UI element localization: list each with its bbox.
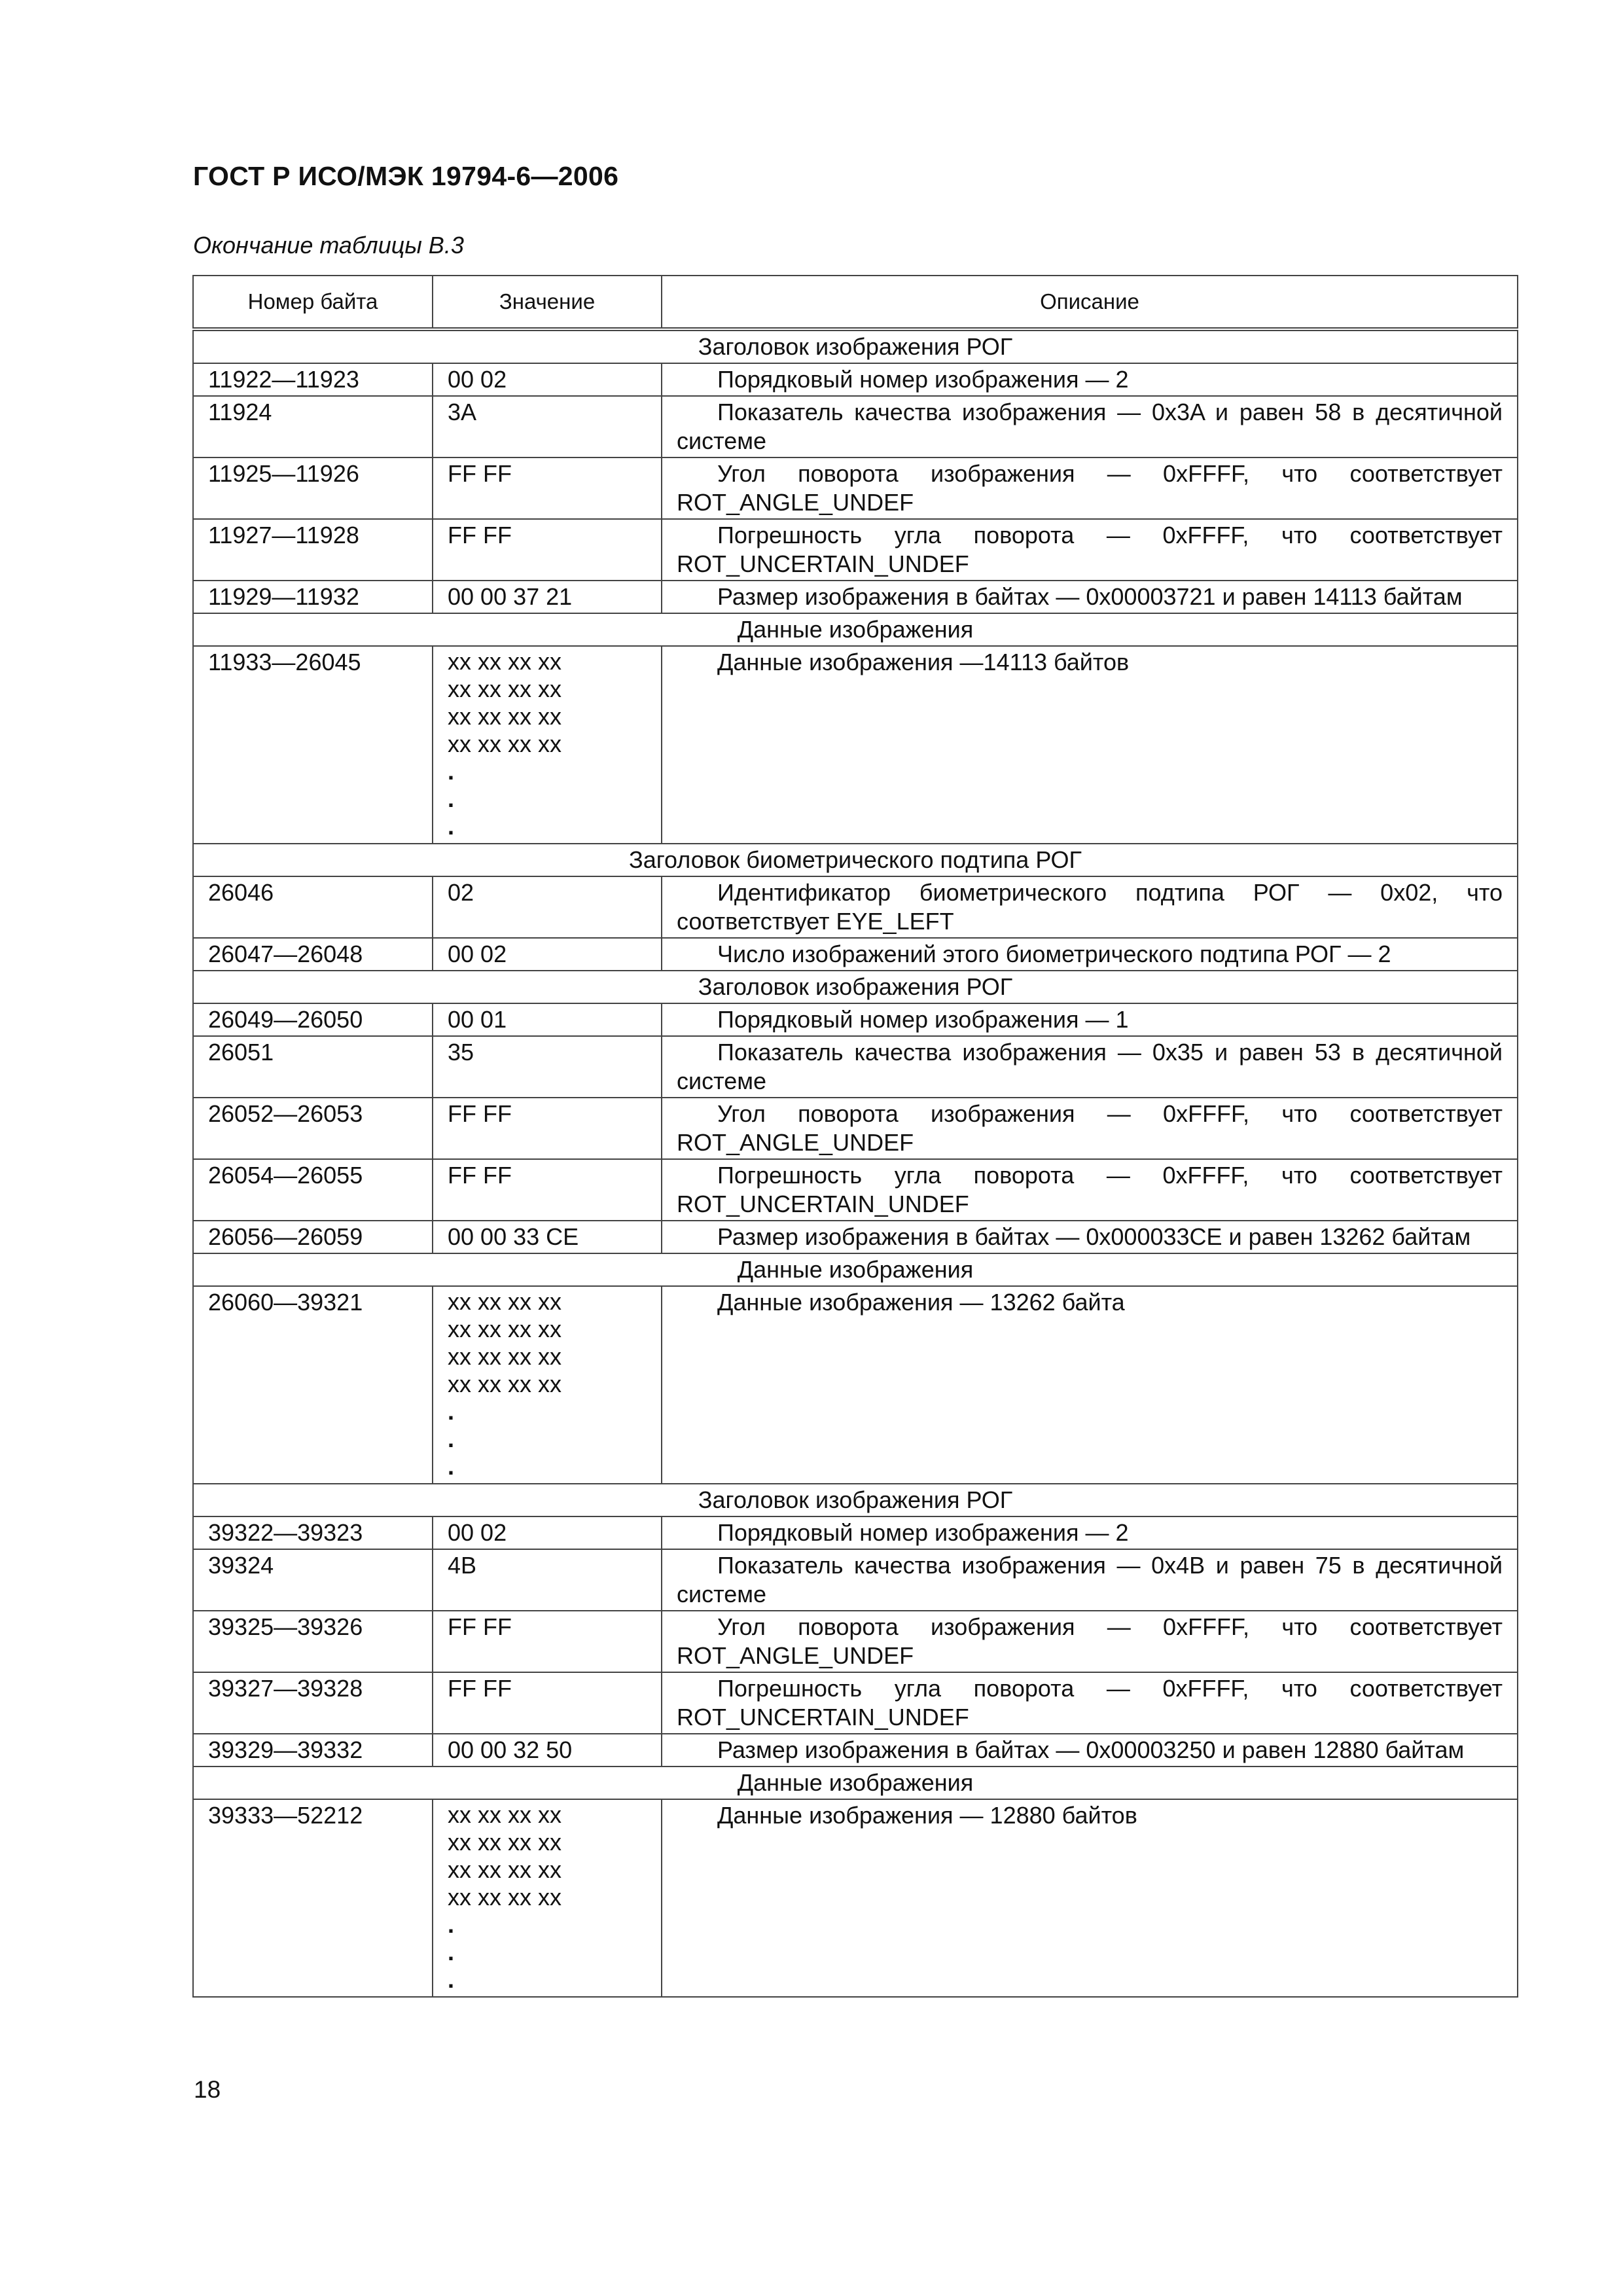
value-line: .: [448, 1398, 455, 1425]
column-header-value: Значение: [433, 276, 662, 329]
description-cell: [662, 519, 1518, 581]
byte-offset-cell: 11933—26045: [193, 646, 433, 844]
description-text: Угол поворота изображения — 0xFFFF, что соответствует ROT_ANGLE_UNDEF: [677, 460, 1503, 516]
value-cell: [433, 646, 662, 844]
table-row: [193, 1734, 1518, 1767]
table-row: [193, 519, 1518, 581]
value-line: xx xx xx xx: [448, 1829, 562, 1856]
table-row: [193, 1036, 1518, 1098]
description-text: Показатель качества изображения — 0x35 и равен 53 в десятичной системе: [677, 1039, 1503, 1094]
value-cell: FF FF: [433, 519, 662, 581]
section-row: [193, 1253, 1518, 1286]
table-row: [193, 876, 1518, 938]
byte-offset-cell: 11922—11923: [193, 363, 433, 396]
section-row: [193, 1484, 1518, 1516]
byte-offset-cell: 39329—39332: [193, 1734, 433, 1767]
byte-offset-cell: 11927—11928: [193, 519, 433, 581]
table-body: [193, 329, 1518, 1997]
value-line: xx xx xx xx: [448, 1884, 562, 1910]
value-cell: 00 02: [433, 1516, 662, 1549]
description-text: Размер изображения в байтах — 0x00003721 и равен 14113 байтам: [717, 583, 1463, 610]
byte-offset-cell: 26049—26050: [193, 1003, 433, 1036]
description-text: Порядковый номер изображения — 2: [717, 366, 1129, 393]
value-cell: 00 01: [433, 1003, 662, 1036]
value-line: xx xx xx xx: [448, 675, 562, 702]
value-cell: [433, 1799, 662, 1997]
description-text: Данные изображения — 12880 байтов: [717, 1802, 1137, 1829]
description-text: Показатель качества изображения — 0x3A и равен 58 в десятичной системе: [677, 399, 1503, 454]
value-line: .: [448, 785, 455, 812]
description-text: Угол поворота изображения — 0xFFFF, что соответствует ROT_ANGLE_UNDEF: [677, 1613, 1503, 1669]
description-cell: [662, 1611, 1518, 1672]
value-line: xx xx xx xx: [448, 1343, 562, 1370]
byte-offset-cell: 26056—26059: [193, 1221, 433, 1253]
byte-offset-cell: 39327—39328: [193, 1672, 433, 1734]
byte-offset-cell: 11925—11926: [193, 457, 433, 519]
description-cell: [662, 363, 1518, 396]
value-cell: 4B: [433, 1549, 662, 1611]
byte-offset-cell: 26051: [193, 1036, 433, 1098]
byte-offset-cell: 26054—26055: [193, 1159, 433, 1221]
description-cell: [662, 646, 1518, 844]
description-text: Число изображений этого биометрического подтипа РОГ — 2: [717, 941, 1391, 967]
value-cell: FF FF: [433, 1159, 662, 1221]
value-cell: 3A: [433, 396, 662, 457]
description-cell: [662, 1221, 1518, 1253]
description-cell: [662, 1003, 1518, 1036]
byte-offset-cell: 39325—39326: [193, 1611, 433, 1672]
byte-offset-cell: 26052—26053: [193, 1098, 433, 1159]
byte-offset-cell: 26047—26048: [193, 938, 433, 971]
description-text: Идентификатор биометрического подтипа РОГ — 0x02, что соответствует EYE_LEFT: [677, 879, 1503, 935]
value-cell: 00 02: [433, 363, 662, 396]
section-title: Заголовок изображения РОГ: [193, 1484, 1518, 1516]
description-cell: [662, 457, 1518, 519]
section-title: Заголовок изображения РОГ: [193, 329, 1518, 363]
byte-offset-cell: 39333—52212: [193, 1799, 433, 1997]
value-cell: 02: [433, 876, 662, 938]
description-text: Размер изображения в байтах — 0x00003250 и равен 12880 байтам: [717, 1736, 1465, 1763]
description-cell: [662, 581, 1518, 613]
table-row: [193, 938, 1518, 971]
standard-title: ГОСТ Р ИСО/МЭК 19794-6—2006: [193, 161, 619, 191]
value-cell: 00 00 37 21: [433, 581, 662, 613]
description-text: Данные изображения — 13262 байта: [717, 1289, 1125, 1316]
byte-offset-cell: 26046: [193, 876, 433, 938]
description-cell: [662, 1159, 1518, 1221]
description-cell: [662, 1286, 1518, 1484]
value-line: xx xx xx xx: [448, 1801, 562, 1828]
value-line: .: [448, 813, 455, 840]
table-row: [193, 1159, 1518, 1221]
value-line: .: [448, 1966, 455, 1993]
description-cell: [662, 1098, 1518, 1159]
description-cell: [662, 396, 1518, 457]
table-row: [193, 1799, 1518, 1997]
value-line: xx xx xx xx: [448, 1856, 562, 1883]
description-text: Размер изображения в байтах — 0x000033CE и равен 13262 байтам: [717, 1223, 1471, 1250]
table-row: [193, 457, 1518, 519]
description-text: Показатель качества изображения — 0x4B и равен 75 в десятичной системе: [677, 1552, 1503, 1607]
value-cell: 00 00 32 50: [433, 1734, 662, 1767]
section-row: [193, 1767, 1518, 1799]
table-row: [193, 1672, 1518, 1734]
section-title: Заголовок биометрического подтипа РОГ: [193, 844, 1518, 876]
description-cell: [662, 1036, 1518, 1098]
description-text: Данные изображения —14113 байтов: [717, 649, 1130, 675]
table-row: [193, 1286, 1518, 1484]
value-cell: [433, 1286, 662, 1484]
value-line: xx xx xx xx: [448, 1288, 562, 1315]
value-cell: FF FF: [433, 1672, 662, 1734]
section-row: [193, 329, 1518, 363]
value-line: .: [448, 1911, 455, 1938]
byte-offset-cell: 11929—11932: [193, 581, 433, 613]
value-line: xx xx xx xx: [448, 1371, 562, 1397]
value-line: xx xx xx xx: [448, 648, 562, 675]
table-row: [193, 363, 1518, 396]
value-cell: FF FF: [433, 1098, 662, 1159]
description-cell: [662, 1549, 1518, 1611]
value-line: xx xx xx xx: [448, 1316, 562, 1342]
description-text: Погрешность угла поворота — 0xFFFF, что соответствует ROT_UNCERTAIN_UNDEF: [677, 522, 1503, 577]
value-line: .: [448, 1939, 455, 1965]
byte-offset-cell: 26060—39321: [193, 1286, 433, 1484]
section-row: [193, 844, 1518, 876]
column-header-offset: Номер байта: [193, 276, 433, 329]
section-title: Заголовок изображения РОГ: [193, 971, 1518, 1003]
description-text: Угол поворота изображения — 0xFFFF, что соответствует ROT_ANGLE_UNDEF: [677, 1100, 1503, 1156]
value-cell: 35: [433, 1036, 662, 1098]
column-header-description: Описание: [662, 276, 1518, 329]
table-row: [193, 396, 1518, 457]
table-row: [193, 1611, 1518, 1672]
table-header-row: [193, 276, 1518, 329]
value-cell: 00 00 33 CE: [433, 1221, 662, 1253]
table-row: [193, 1549, 1518, 1611]
value-line: xx xx xx xx: [448, 730, 562, 757]
table-row: [193, 1098, 1518, 1159]
description-cell: [662, 876, 1518, 938]
description-cell: [662, 1799, 1518, 1997]
value-cell: FF FF: [433, 1611, 662, 1672]
section-title: Данные изображения: [193, 613, 1518, 646]
value-line: .: [448, 1426, 455, 1452]
value-line: .: [448, 758, 455, 785]
table-row: [193, 1003, 1518, 1036]
description-cell: [662, 1516, 1518, 1549]
spec-table: [192, 275, 1518, 1998]
section-title: Данные изображения: [193, 1253, 1518, 1286]
description-cell: [662, 1734, 1518, 1767]
description-text: Порядковый номер изображения — 2: [717, 1519, 1129, 1546]
section-title: Данные изображения: [193, 1767, 1518, 1799]
description-text: Погрешность угла поворота — 0xFFFF, что соответствует ROT_UNCERTAIN_UNDEF: [677, 1162, 1503, 1217]
table-row: [193, 1516, 1518, 1549]
table-caption: Окончание таблицы В.3: [193, 232, 464, 259]
value-line: xx xx xx xx: [448, 703, 562, 730]
description-cell: [662, 938, 1518, 971]
byte-offset-cell: 39324: [193, 1549, 433, 1611]
byte-offset-cell: 11924: [193, 396, 433, 457]
value-cell: 00 02: [433, 938, 662, 971]
value-line: .: [448, 1453, 455, 1480]
description-cell: [662, 1672, 1518, 1734]
table-row: [193, 1221, 1518, 1253]
description-text: Погрешность угла поворота — 0xFFFF, что соответствует ROT_UNCERTAIN_UNDEF: [677, 1675, 1503, 1731]
byte-offset-cell: 39322—39323: [193, 1516, 433, 1549]
description-text: Порядковый номер изображения — 1: [717, 1006, 1129, 1033]
table-row: [193, 581, 1518, 613]
table-row: [193, 646, 1518, 844]
section-row: [193, 613, 1518, 646]
page-number: 18: [194, 2076, 221, 2103]
value-cell: FF FF: [433, 457, 662, 519]
section-row: [193, 971, 1518, 1003]
